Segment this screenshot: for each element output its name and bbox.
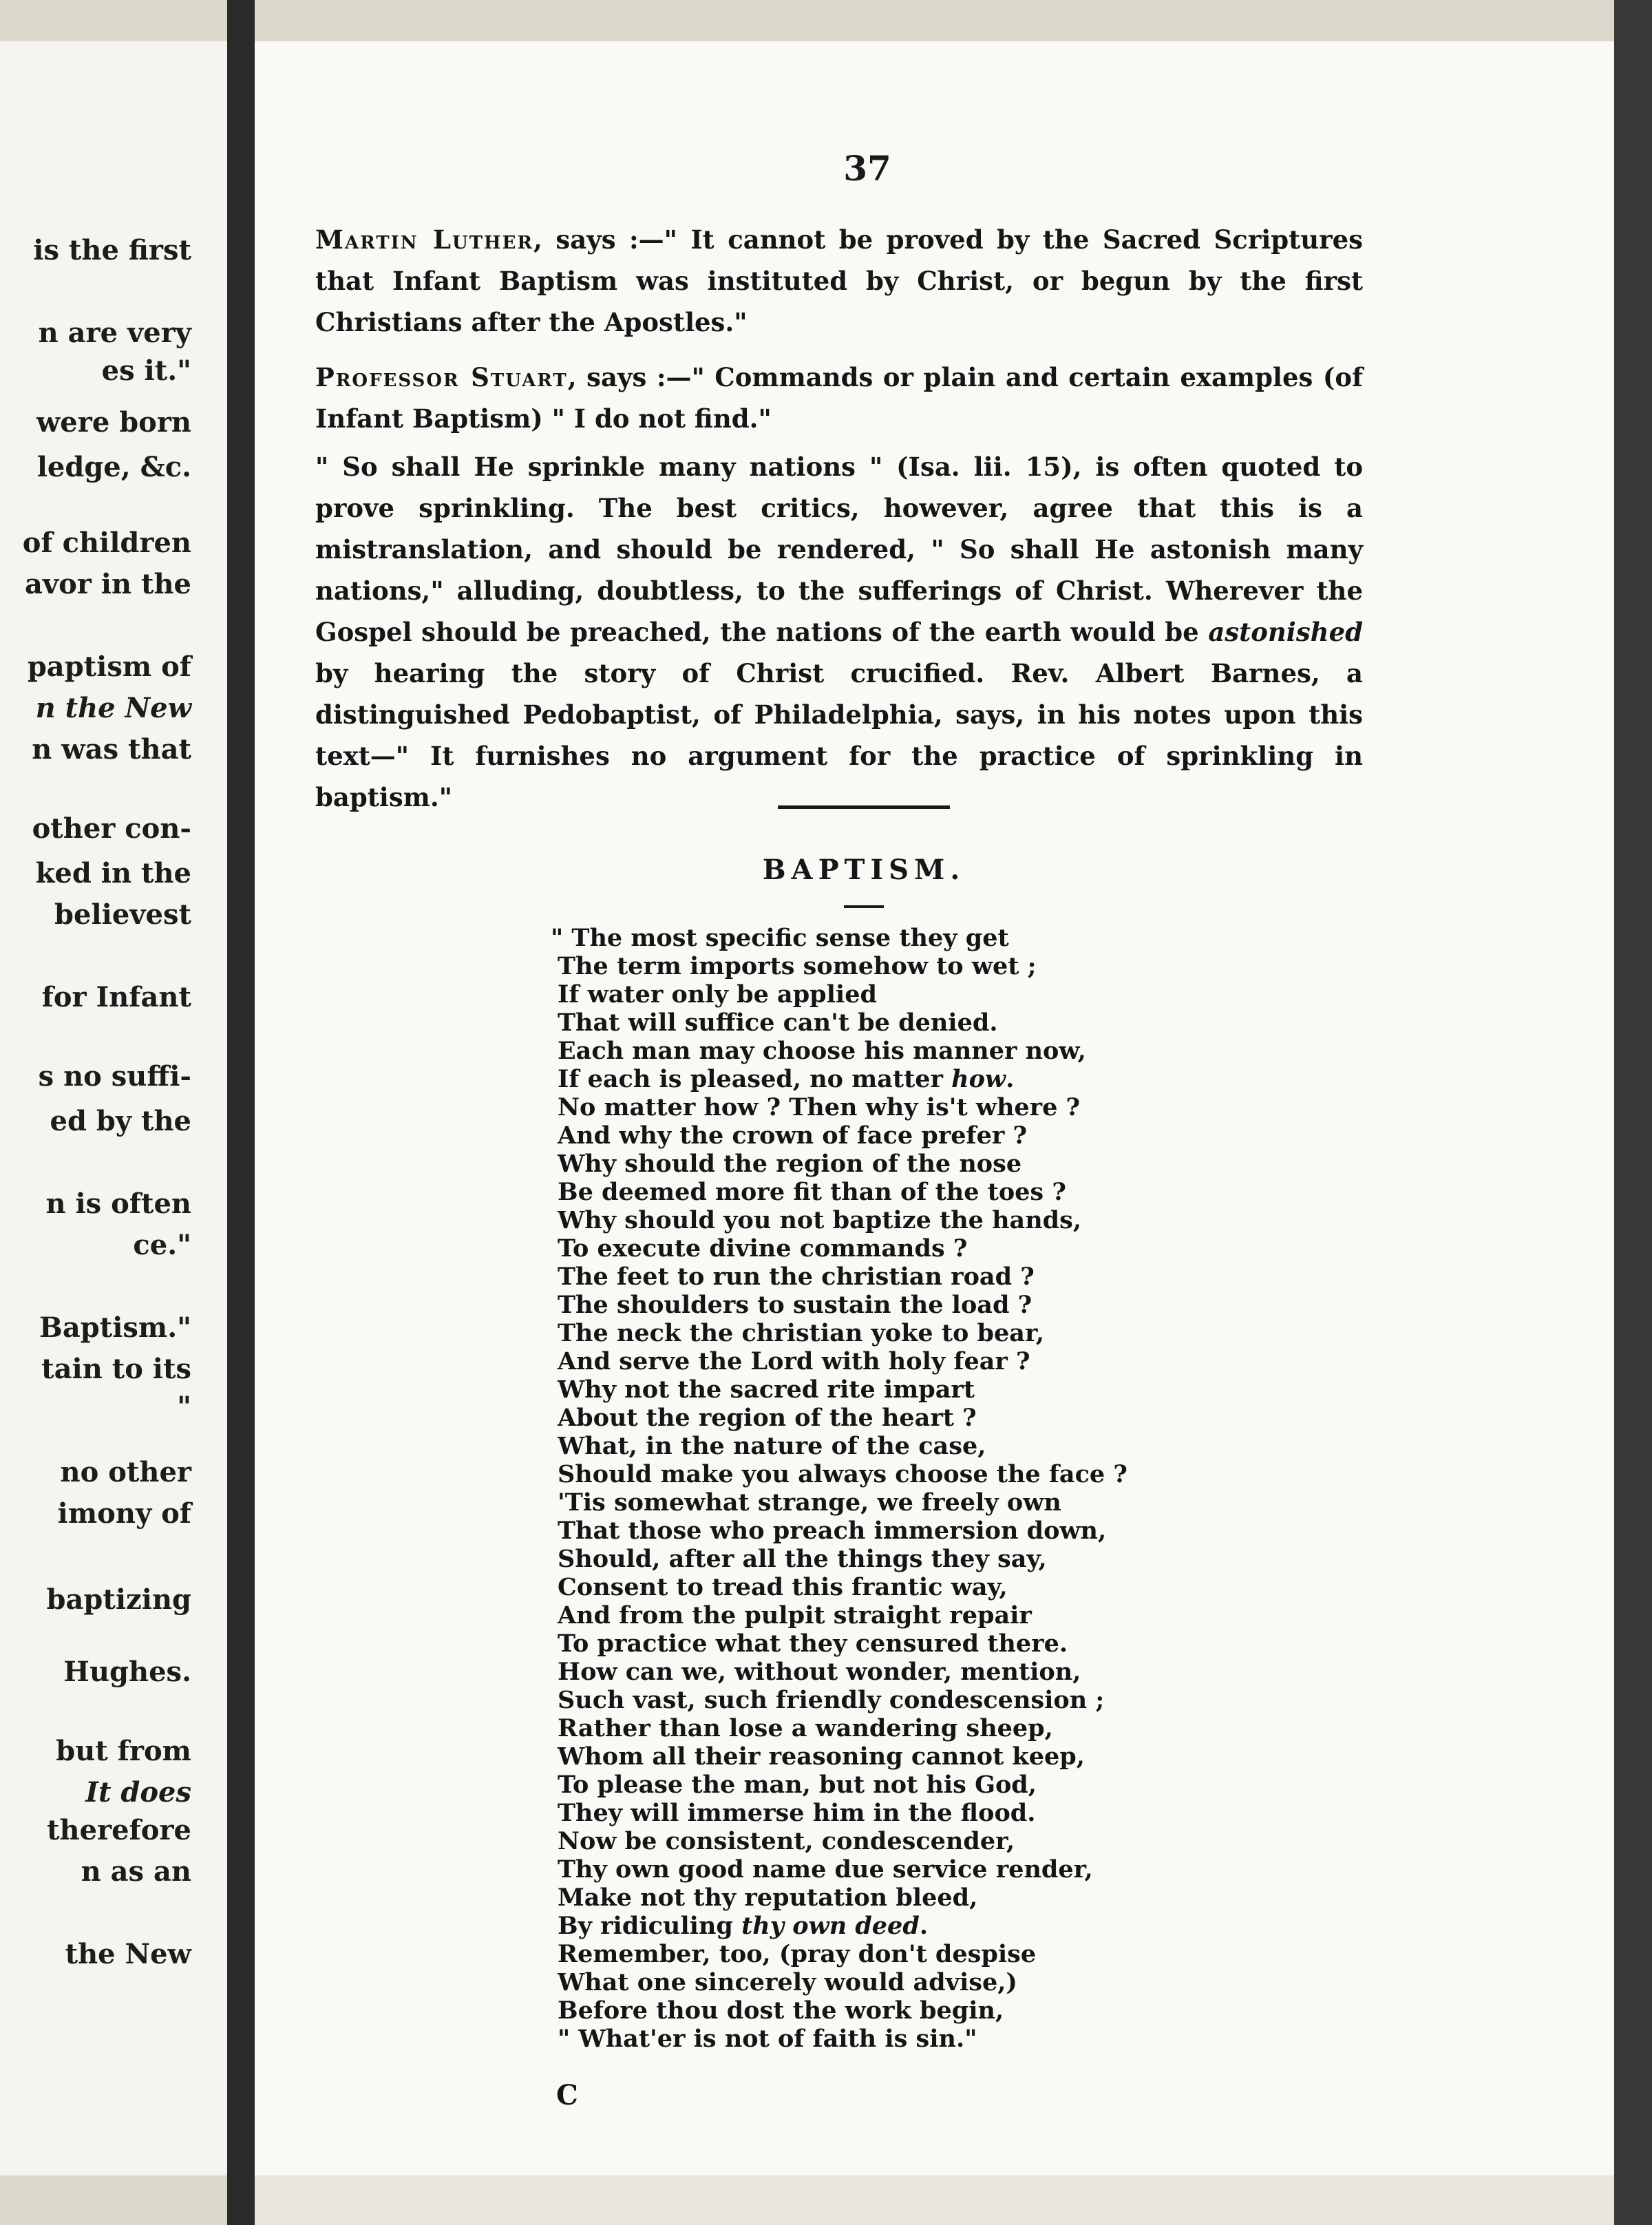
title-underline [844, 905, 884, 908]
left-page-line: " [177, 1391, 191, 1423]
poem-line: Such vast, such friendly condescension ; [558, 1686, 1105, 1714]
poem-line [558, 1912, 1315, 1940]
poem-line: To practice what they censured there. [558, 1630, 1068, 1658]
poem-line: And why the crown of face prefer ? [558, 1121, 1028, 1150]
stuart-quote [315, 357, 1363, 439]
left-page-fragment [0, 41, 227, 2175]
poem-line: Why should the region of the nose [558, 1150, 1022, 1178]
poem-line [558, 1065, 1315, 1093]
left-page-line: but from [56, 1735, 191, 1767]
poem-line: Should, after all the things they say, [558, 1545, 1047, 1573]
poem-line: What, in the nature of the case, [558, 1432, 986, 1460]
poem-line: No matter how ? Then why is't where ? [558, 1093, 1081, 1121]
left-page-line: s no suffi- [38, 1060, 191, 1093]
left-page-line: n the New [35, 692, 191, 724]
sprinkle-text-after: by hearing the story of Christ crucified. Rev. Albert Barnes, a distinguished Pedobaptist, of Philadelphia, says, in his notes upon this text—" It furnishes no argument for the practice of sprinkling in baptism." [315, 658, 1363, 812]
poem-line-text: . [1006, 1065, 1015, 1093]
poem-line: Should make you always choose the face ? [558, 1460, 1127, 1488]
poem-line: Rather than lose a wandering sheep, [558, 1714, 1053, 1742]
left-page-line: the New [65, 1938, 191, 1970]
poem-line: Consent to tread this frantic way, [558, 1573, 1008, 1601]
poem-line: Be deemed more fit than of the toes ? [558, 1178, 1066, 1206]
poem-line: Before thou dost the work begin, [558, 1996, 1004, 2025]
page-number: 37 [843, 148, 891, 189]
poem-line: If water only be applied [558, 980, 877, 1009]
luther-name: Martin Luther [315, 224, 534, 255]
left-page-line: paptism of [27, 651, 191, 683]
poem-line: Thy own good name due service render, [558, 1855, 1093, 1884]
left-page-line: of children [22, 527, 191, 559]
left-page-line: Hughes. [63, 1656, 191, 1688]
poem-line: The term imports somehow to wet ; [558, 952, 1037, 980]
section-title: BAPTISM. [762, 854, 966, 886]
left-page-line: for Infant [41, 981, 191, 1013]
poem-line: Remember, too, (pray don't despise [558, 1940, 1037, 1968]
poem-line: And from the pulpit straight repair [558, 1601, 1032, 1630]
poem-line: Why should you not baptize the hands, [558, 1206, 1082, 1234]
signature-mark: C [556, 2079, 578, 2111]
poem-line-emphasis: thy own deed [741, 1912, 920, 1940]
left-page-line: es it." [101, 355, 191, 387]
left-page-line: no other [60, 1456, 191, 1488]
left-page-line: n was that [32, 733, 191, 766]
poem-line-text: If each is pleased, no matter [558, 1065, 952, 1093]
left-page-line: n are very [38, 317, 191, 349]
luther-text: , says :—" It cannot be proved by the Sacred Scriptures that Infant Baptism was instituted by Christ, or begun by the first Christians after the Apostles." [315, 224, 1363, 337]
poem-line: Each man may choose his manner now, [558, 1037, 1086, 1065]
sprinkle-paragraph [315, 446, 1363, 818]
stuart-name: Professor Stuart [315, 362, 568, 392]
poem-line: To please the man, but not his God, [558, 1771, 1037, 1799]
poem-line: The neck the christian yoke to bear, [558, 1319, 1045, 1347]
poem-line-emphasis: how [951, 1065, 1006, 1093]
page-edge [1614, 0, 1652, 2225]
poem-line: That will suffice can't be denied. [558, 1009, 998, 1037]
sprinkle-text-before: " So shall He sprinkle many nations " (Isa. lii. 15), is often quoted to prove sprinkling. The best critics, however, agree that this is a mistranslation, and should be rendered, " So shall He astonish many nations," alluding, doubtless, to the sufferings of Christ. Wherever the Gospel should be preached, the nations of the earth would be [315, 452, 1363, 647]
poem-line-text: . [919, 1912, 928, 1940]
left-page-line: believest [54, 898, 191, 931]
poem-line: Why not the sacred rite impart [558, 1375, 975, 1404]
left-page-line: Baptism." [39, 1311, 191, 1344]
poem-line: The feet to run the christian road ? [558, 1263, 1035, 1291]
poem-line: Now be consistent, condescender, [558, 1827, 1015, 1855]
poem-line: And serve the Lord with holy fear ? [558, 1347, 1030, 1375]
poem-line: 'Tis somewhat strange, we freely own [558, 1488, 1061, 1517]
poem-line: Whom all their reasoning cannot keep, [558, 1742, 1085, 1771]
left-page-line: ed by the [50, 1105, 191, 1137]
left-page-line: n as an [81, 1855, 191, 1888]
poem-line: They will immerse him in the flood. [558, 1799, 1036, 1827]
poem-line: The shoulders to sustain the load ? [558, 1291, 1032, 1319]
main-page [255, 41, 1614, 2175]
left-page-line: ce." [133, 1229, 191, 1261]
left-page-line: n is often [45, 1188, 191, 1220]
left-page-line: baptizing [46, 1583, 191, 1616]
page-bottom [255, 2175, 1614, 2225]
left-page-line: avor in the [24, 568, 191, 600]
section-divider [778, 805, 950, 809]
luther-quote [315, 219, 1363, 343]
poem-line: To execute divine commands ? [558, 1234, 968, 1263]
page-gutter [227, 0, 255, 2225]
poem-line: Make not thy reputation bleed, [558, 1884, 978, 1912]
left-page-line: imony of [57, 1497, 191, 1530]
poem-line: How can we, without wonder, mention, [558, 1658, 1081, 1686]
left-page-line: therefore [47, 1814, 191, 1846]
left-page-line: other con- [32, 812, 191, 845]
left-page-line: tain to its [41, 1353, 191, 1385]
left-page-line: were born [36, 406, 191, 439]
left-page-line: ked in the [35, 857, 191, 889]
poem-line: " The most specific sense they get [551, 924, 1009, 952]
left-page-line: is the first [33, 234, 191, 266]
poem-line: " What'er is not of faith is sin." [558, 2025, 977, 2053]
poem-line-text: By ridiculing [558, 1912, 742, 1940]
sprinkle-emphasis: astonished [1208, 617, 1363, 647]
stuart-text: , says :—" Commands or plain and certain examples (of Infant Baptism) " I do not find." [315, 362, 1363, 434]
poem-line: That those who preach immersion down, [558, 1517, 1107, 1545]
left-page-line: It does [85, 1776, 191, 1809]
poem-line: What one sincerely would advise,) [558, 1968, 1017, 1996]
poem-line: About the region of the heart ? [558, 1404, 977, 1432]
left-page-line: ledge, &c. [36, 451, 191, 483]
poem [551, 924, 1315, 2053]
